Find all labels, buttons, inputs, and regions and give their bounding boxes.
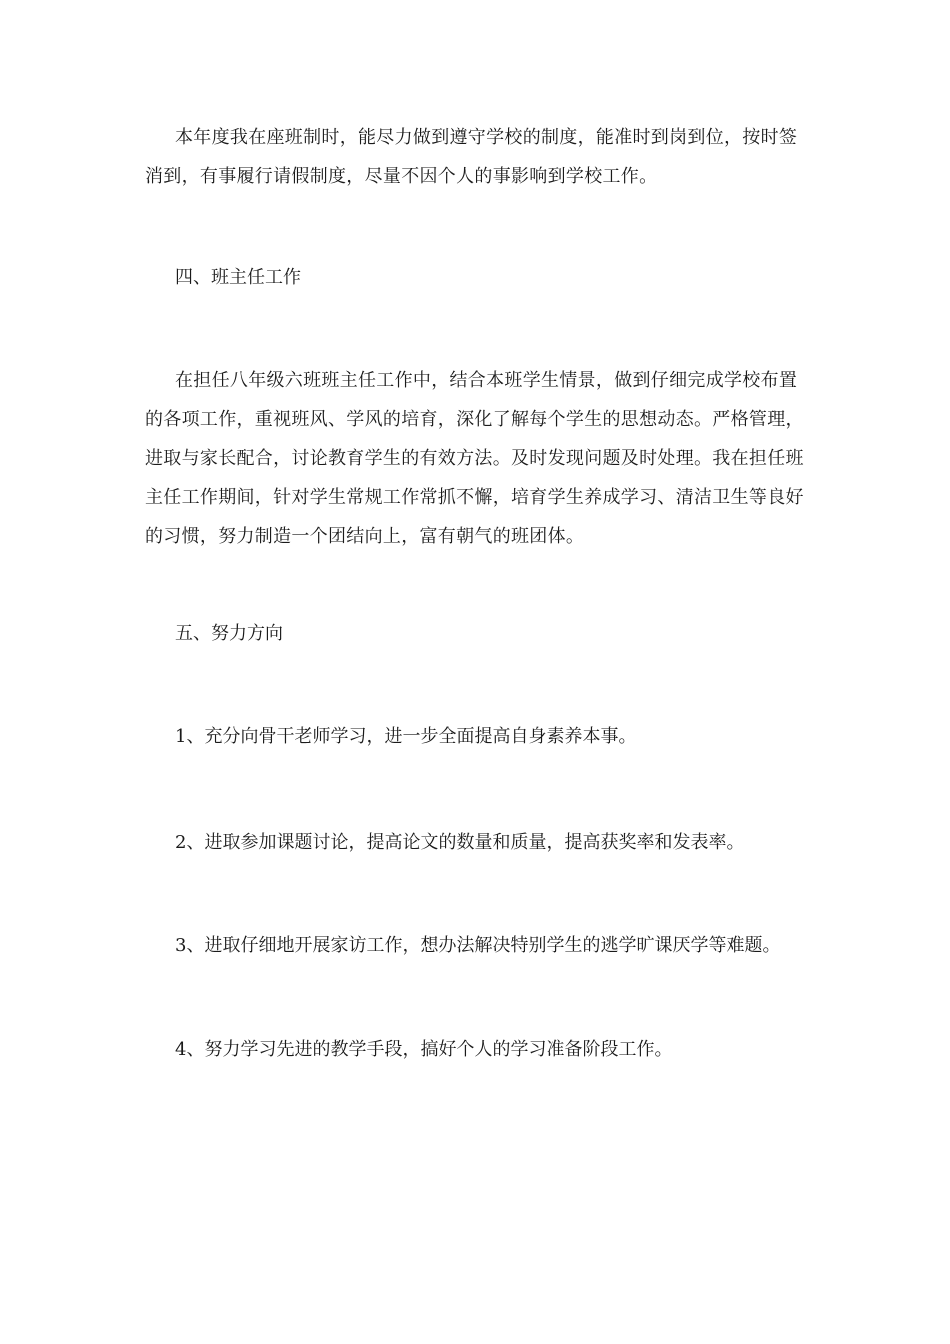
list-item-3: 3、进取仔细地开展家访工作，想办法解决特别学生的逃学旷课厌学等难题。 bbox=[175, 935, 781, 956]
class-teacher-paragraph: 在担任八年级六班班主任工作中，结合本班学生情景，做到仔细完成学校布置的各项工作，重视班风、学风的培育，深化了解每个学生的思想动态。严格管理，进取与家长配合，讨论教育学生的有效方法。及时发现问题及时处理。我在担任班主任工作期间，针对学生常规工作常抓不懈，培育学生养成学习、清洁卫生等良好的习惯，努力制造一个团结向上，富有朝气的班团体。 bbox=[145, 370, 804, 547]
list-item-4: 4、努力学习先进的教学手段，搞好个人的学习准备阶段工作。 bbox=[175, 1039, 673, 1060]
section-5-heading: 五、努力方向 bbox=[175, 623, 283, 644]
section-4-heading: 四、班主任工作 bbox=[175, 267, 301, 288]
attendance-paragraph: 本年度我在座班制时，能尽力做到遵守学校的制度，能准时到岗到位，按时签消到，有事履行请假制度，尽量不因个人的事影响到学校工作。 bbox=[145, 127, 798, 187]
list-item-1: 1、充分向骨干老师学习，进一步全面提高自身素养本事。 bbox=[175, 726, 637, 747]
list-item-2: 2、进取参加课题讨论，提高论文的数量和质量，提高获奖率和发表率。 bbox=[175, 832, 745, 853]
